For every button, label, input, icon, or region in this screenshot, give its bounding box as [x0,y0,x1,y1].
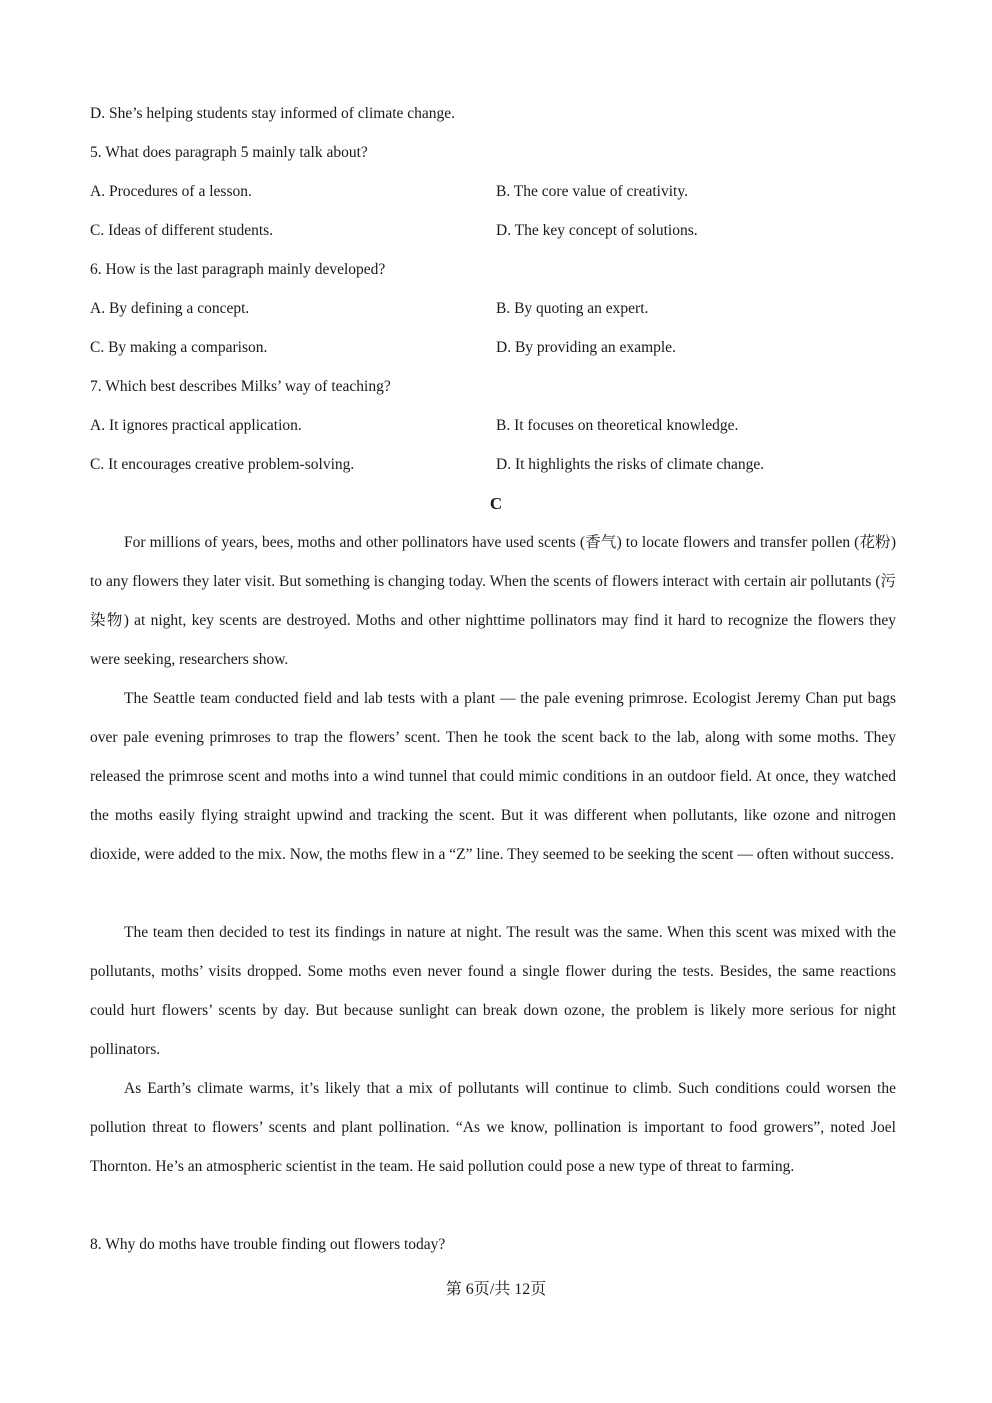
q5-option-b: B. The core value of creativity. [496,183,688,200]
q6-stem: 6. How is the last paragraph mainly developed? [90,261,386,278]
q5-option-d: D. The key concept of solutions. [496,222,698,239]
q4-option-d: D. She’s helping students stay informed of climate change. [90,105,456,122]
q6-option-b: B. By quoting an expert. [496,300,649,317]
q7-option-d: D. It highlights the risks of climate change. [496,456,765,473]
page-number: 第 6页/共 12页 [445,1281,547,1298]
q7-option-b: B. It focuses on theoretical knowledge. [496,417,739,434]
passage-paragraph-2: The Seattle team conducted field and lab tests with a plant — the pale evening primrose. Ecologist Jeremy Chan put bags over pale evening primroses to trap the flowers’ scent. Then he took the scent back to the lab, along with some moths. They released the primrose scent and moths into a wind tunnel that could mimic conditions in an outdoor field. At once, they watched the moths easily flying straight upwind and tracking the scent. But it was different when pollutants, like ozone and nitrogen dioxide, were added to the mix. Now, the moths flew in a “Z” line. They seemed to be seeking the scent — often without success. [90,690,896,863]
q6-option-c: C. By making a comparison. [90,339,268,356]
q7-option-a: A. It ignores practical application. [90,417,302,434]
q6-option-d: D. By providing an example. [496,339,676,356]
section-heading: C [489,494,503,513]
passage-paragraph-4: As Earth’s climate warms, it’s likely that a mix of pollutants will continue to climb. Such conditions could worsen the pollution threat to flowers’ scents and plant pollination. “As we know, pollination is important to food growers”, noted Joel Thornton. He’s an atmospheric scientist in the team. He said pollution could pose a new type of threat to farming. [90,1080,896,1175]
passage-paragraph-1: For millions of years, bees, moths and other pollinators have used scents (香气) to locate flowers and transfer pollen (花粉) to any flowers they later visit. But something is changing today. When the scents of flowers interact with certain air pollutants (污染物) at night, key scents are destroyed. Moths and other nighttime pollinators may find it hard to recognize the flowers they were seeking, researchers show. [90,534,896,668]
q5-option-c: C. Ideas of different students. [90,222,274,239]
q7-stem: 7. Which best describes Milks’ way of teaching? [90,378,391,395]
q7-option-c: C. It encourages creative problem-solving. [90,456,355,473]
q6-option-a: A. By defining a concept. [90,300,250,317]
q5-option-a: A. Procedures of a lesson. [90,183,252,200]
passage-paragraph-3: The team then decided to test its findings in nature at night. The result was the same. When this scent was mixed with the pollutants, moths’ visits dropped. Some moths even never found a single flower during the tests. Besides, the same reactions could hurt flowers’ scents by day. But because sunlight can break down ozone, the problem is likely more serious for night pollinators. [90,924,896,1058]
q8-stem: 8. Why do moths have trouble finding out flowers today? [90,1236,446,1253]
q5-stem: 5. What does paragraph 5 mainly talk about? [90,144,368,161]
